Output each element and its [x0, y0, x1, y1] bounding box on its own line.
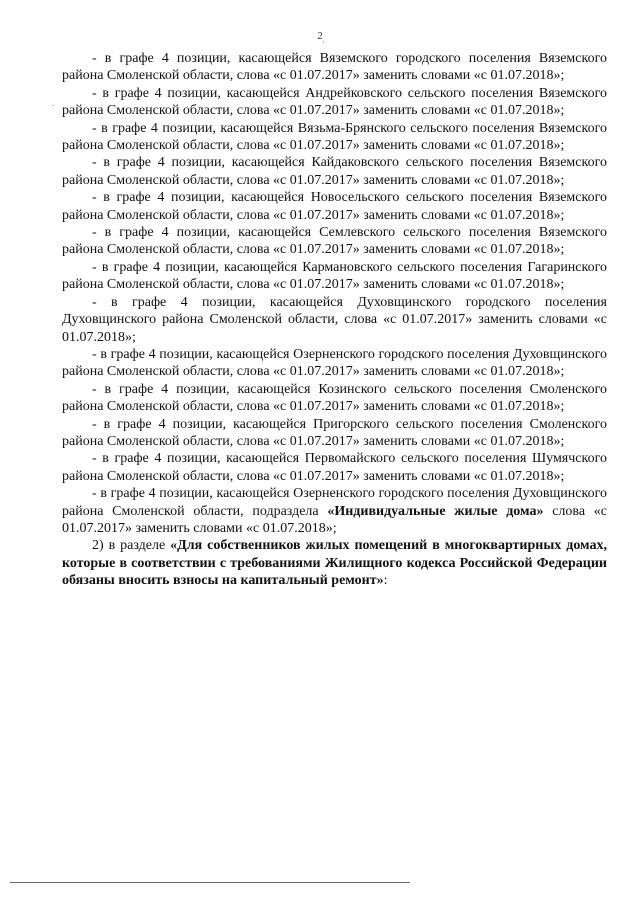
scan-speck: .	[52, 98, 55, 108]
subsection-title: «Индивидуальные жилые дома»	[327, 503, 544, 519]
item-text: слова «с 01.07.2017» заменить словами «с 01.07.2018»;	[62, 503, 607, 536]
item-text: - в графе 4 позиции, касающейся Озерненского городского поселения Духовщинского района Смоленской области, подраздела	[62, 486, 607, 519]
list-item: - в графе 4 позиции, касающейся Духовщинского городского поселения Духовщинского района Смоленской области, слова «с 01.07.2017» заменить словами «с 01.07.2018»;	[62, 294, 607, 345]
scan-speck: `	[322, 40, 325, 50]
list-item: - в графе 4 позиции, касающейся Семлевского сельского поселения Вяземского района Смоленской области, слова «с 01.07.2017» заменить словами «с 01.07.2018»;	[62, 225, 607, 258]
list-item: - в графе 4 позиции, касающейся Первомайского сельского поселения Шумячского района Смоленской области, слова «с 01.07.2017» заменить словами «с 01.07.2018»;	[62, 451, 607, 484]
bottom-rule	[10, 882, 410, 883]
list-item: - в графе 4 позиции, касающейся Озерненского городского поселения Духовщинского района Смоленской области, слова «с 01.07.2017» заменить словами «с 01.07.2018»;	[62, 346, 607, 380]
section-prefix: 2) в разделе	[92, 538, 171, 554]
list-item-last	[62, 485, 607, 537]
list-item: - в графе 4 позиции, касающейся Кармановского сельского поселения Гагаринского района Смоленской области, слова «с 01.07.2017» заменить словами «с 01.07.2018»;	[62, 259, 607, 293]
section-suffix: :	[383, 573, 388, 589]
list-item: - в графе 4 позиции, касающейся Новосельского сельского поселения Вяземского района Смоленской области, слова «с 01.07.2017» заменить словами «с 01.07.2018»;	[62, 190, 607, 223]
list-item: - в графе 4 позиции, касающейся Вязьма-Брянского сельского поселения Вяземского района Смоленской области, слова «с 01.07.2017» заменить словами «с 01.07.2018»;	[62, 120, 607, 154]
section-title: «Для собственников жилых помещений в многоквартирных домах, которые в соответствии с требованиями Жилищного кодекса Российской Федерации обязаны вносить взносы на капитальный ремонт»	[62, 538, 607, 589]
document-body	[62, 50, 607, 590]
list-item: - в графе 4 позиции, касающейся Андрейковского сельского поселения Вяземского района Смоленской области, слова «с 01.07.2017» заменить словами «с 01.07.2018»;	[62, 85, 607, 119]
list-item: - в графе 4 позиции, касающейся Вяземского городского поселения Вяземского района Смоленской области, слова «с 01.07.2017» заменить словами «с 01.07.2018»;	[62, 51, 607, 84]
list-item: - в графе 4 позиции, касающейся Козинского сельского поселения Смоленского района Смоленской области, слова «с 01.07.2017» заменить словами «с 01.07.2018»;	[62, 381, 607, 415]
section-heading	[62, 537, 607, 589]
page-number: 2	[317, 30, 323, 42]
list-item: - в графе 4 позиции, касающейся Кайдаковского сельского поселения Вяземского района Смоленской области, слова «с 01.07.2017» заменить словами «с 01.07.2018»;	[62, 155, 607, 188]
list-item: - в графе 4 позиции, касающейся Пригорского сельского поселения Смоленского района Смоленской области, слова «с 01.07.2017» заменить словами «с 01.07.2018»;	[62, 416, 607, 449]
